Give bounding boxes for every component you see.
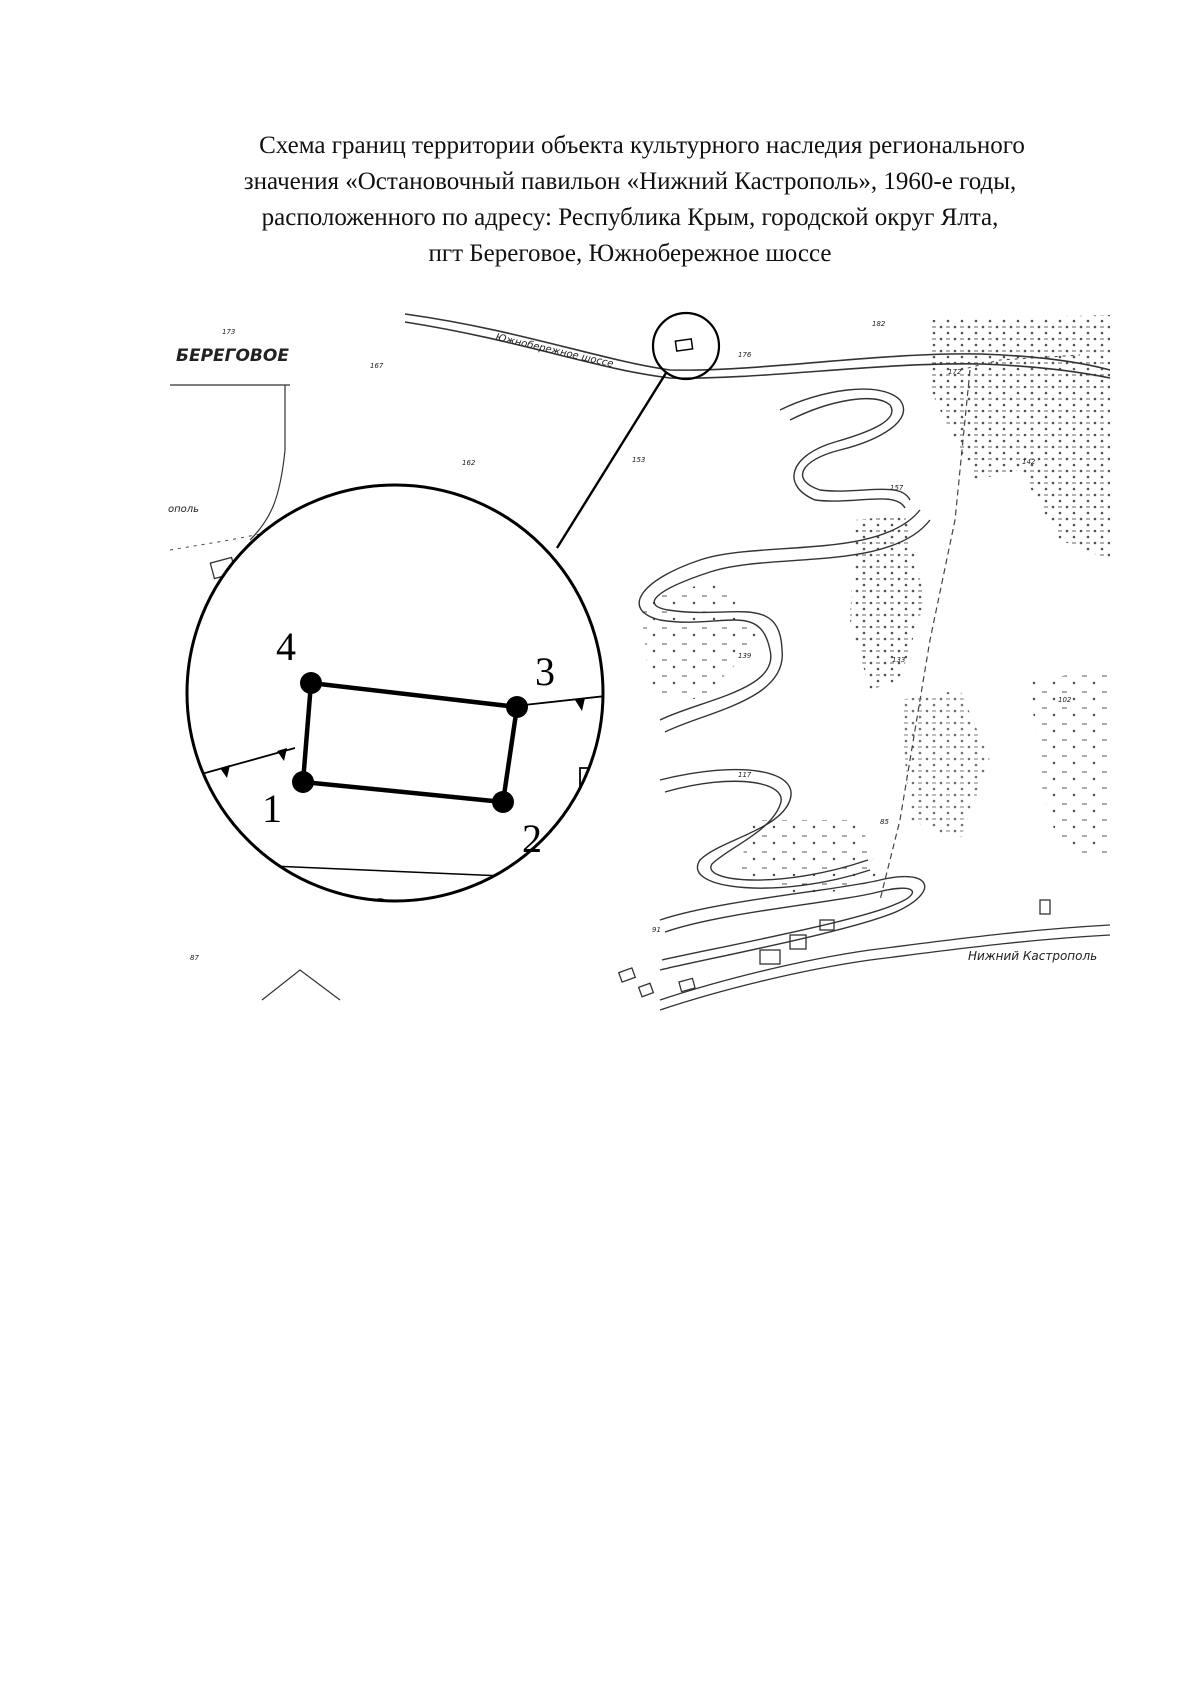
- scrub-area-left: [640, 580, 760, 700]
- boundary-point-label-2: 2: [522, 816, 542, 861]
- elevation-label: 91: [652, 926, 661, 934]
- building: [790, 935, 806, 949]
- vegetation-areas: [640, 315, 1110, 900]
- inset-road-edge-lower: [180, 915, 640, 940]
- inset-road-dot-marker: [315, 903, 322, 910]
- elevation-label: 182: [872, 320, 886, 328]
- inset-road-open-marker: [496, 905, 512, 921]
- serpentine-road-1b: [790, 399, 905, 508]
- label-beregovoe: БЕРЕГОВОЕ: [176, 346, 289, 366]
- elevation-label: 117: [738, 771, 752, 779]
- elevation-label: 133: [892, 656, 906, 664]
- boundary-point-label-3: 3: [535, 649, 555, 694]
- scrub-area-mid: [850, 515, 925, 690]
- boundary-point-3: [506, 696, 528, 718]
- inset-road-dot-marker: [439, 907, 446, 914]
- elevation-label: 157: [890, 484, 904, 492]
- left-road: [170, 385, 290, 540]
- title-line-2: значения «Остановочный павильон «Нижний Кастрополь», 1960-е годы,: [243, 168, 1017, 195]
- title-line-3: расположенного по адресу: Республика Крым, городской округ Ялта,: [261, 204, 999, 231]
- leader-line: [557, 373, 666, 548]
- title-line-1: Схема границ территории объекта культурного наследия регионального: [259, 132, 1025, 159]
- object-locator-circle: [653, 313, 719, 379]
- label-road: Южнобережное шоссе: [494, 332, 615, 371]
- elevation-label: 87: [190, 954, 199, 962]
- elevation-label: 85: [880, 818, 889, 826]
- boundary-point-1: [292, 771, 314, 793]
- elevation-label: 162: [462, 459, 476, 467]
- elevation-label: 176: [738, 351, 752, 359]
- elevation-label: 172: [948, 368, 962, 376]
- building: [1040, 900, 1050, 914]
- building: [619, 968, 636, 982]
- inset-boundary-tick: [640, 691, 650, 704]
- left-bottom-road: [262, 970, 340, 1000]
- elevation-label: 153: [632, 456, 646, 464]
- elevation-label: 173: [222, 328, 236, 336]
- elevation-label: 167: [370, 362, 384, 370]
- label-partial-settlement: ополь: [168, 504, 200, 515]
- elevation-label: 102: [1058, 696, 1072, 704]
- title-line-4: пгт Береговое, Южнобережное шоссе: [428, 240, 832, 267]
- boundary-point-4: [300, 672, 322, 694]
- boundary-point-2: [492, 791, 514, 813]
- elevation-label: 142: [1022, 458, 1036, 466]
- object-location: [557, 313, 719, 548]
- object-marker: [675, 339, 692, 351]
- label-nizhny-kastropol: Нижний Кастрополь: [968, 949, 1098, 963]
- boundary-point-label-1: 1: [262, 786, 282, 831]
- inset-road-open-marker: [250, 894, 266, 910]
- scrub-area-center: [900, 690, 990, 840]
- elevation-label: 139: [738, 652, 752, 660]
- inset-road-dot-marker: [565, 914, 572, 921]
- inset-magnifier: [180, 485, 660, 940]
- building: [639, 983, 654, 997]
- building: [760, 950, 780, 964]
- boundary-point-label-4: 4: [276, 624, 296, 669]
- scrub-area-upper: [930, 315, 1110, 560]
